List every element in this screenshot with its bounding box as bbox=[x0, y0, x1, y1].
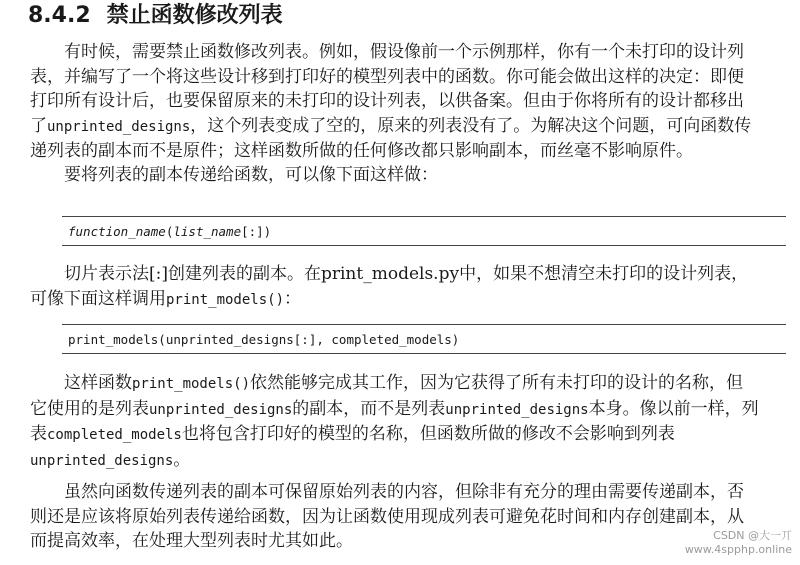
text-run: 可像下面这样调用 bbox=[30, 288, 166, 309]
code-function-name: function_name bbox=[68, 223, 166, 239]
paragraph-line: 有时候，需要禁止函数修改列表。例如，假设像前一个示例那样，你有一个未打印的设计列 bbox=[64, 42, 744, 62]
paragraph-1 bbox=[30, 40, 790, 164]
watermark bbox=[685, 529, 792, 557]
text-run: 的副本，而不是列表 bbox=[292, 398, 446, 419]
section-title: 禁止函数修改列表 bbox=[106, 3, 283, 28]
watermark-line: www.4spphp.online bbox=[684, 543, 792, 556]
text-run: ： bbox=[284, 288, 302, 309]
section-heading bbox=[28, 2, 283, 30]
text-run: 依然能够完成其工作，因为它获得了所有未打印的设计的名称，但 bbox=[250, 373, 744, 393]
text-run: 。 bbox=[173, 449, 191, 470]
inline-code: unprinted_designs bbox=[30, 452, 174, 469]
paragraph-line bbox=[30, 114, 790, 140]
text-run: 表 bbox=[30, 424, 47, 444]
section-number: 8.4.2 bbox=[28, 3, 91, 28]
paragraph-line: 虽然向函数传递列表的副本可保留原始列表的内容，但除非有充分的理由需要传递副本，否 bbox=[64, 482, 744, 502]
text-run: ，这个列表变成了空的，原来的列表没有了。为解决这个问题，可向函数传 bbox=[190, 115, 752, 136]
paragraph-line: 递列表的副本而不是原件；这样函数所做的任何修改都只影响副本，而丝毫不影响原件。 bbox=[30, 141, 693, 161]
inline-code: unprinted_designs bbox=[149, 401, 293, 418]
text-run: 也将包含打印好的模型的名称，但函数所做的修改不会影响到列表 bbox=[181, 424, 675, 444]
paragraph-line bbox=[30, 397, 790, 423]
paragraph-line: 表，并编写了一个将这些设计移到打印好的模型列表中的函数。你可能会做出这样的决定：即便 bbox=[30, 66, 744, 87]
paragraph-line: 而提高效率，在处理大型列表时尤其如此。 bbox=[30, 531, 353, 551]
paragraph-3 bbox=[30, 262, 790, 312]
code-slice: [:]) bbox=[241, 223, 272, 239]
inline-code: completed_models bbox=[47, 427, 182, 443]
text-run: 了 bbox=[30, 115, 47, 136]
code-line: print_models(unprinted_designs[:], completed_models) bbox=[68, 331, 460, 347]
paragraph-line bbox=[30, 371, 790, 397]
text-run: 本身。像以前一样，列 bbox=[588, 398, 759, 419]
inline-code: unprinted_designs bbox=[47, 118, 191, 135]
paragraph-4 bbox=[30, 371, 790, 473]
paragraph-2 bbox=[30, 163, 790, 188]
inline-code: unprinted_designs bbox=[445, 401, 589, 418]
watermark-line: CSDN @大一丌 bbox=[713, 529, 792, 542]
paragraph-line: 切片表示法[:]创建列表的副本。在print_models.py中，如果不想清空未打印的设计列表， bbox=[64, 264, 749, 284]
code-block-function-call bbox=[62, 216, 786, 246]
paragraph-5 bbox=[30, 480, 790, 554]
paragraph-line: 则还是应该将原始列表传递给函数，因为让函数使用现成列表可避免花时间和内存创建副本，从 bbox=[30, 506, 744, 527]
paragraph-line bbox=[30, 448, 790, 474]
paragraph-line: 要将列表的副本传递给函数，可以像下面这样做： bbox=[64, 165, 438, 185]
paragraph-line bbox=[30, 422, 790, 448]
code-argument: list_name bbox=[173, 223, 242, 239]
text-run: 它使用的是列表 bbox=[30, 398, 149, 419]
inline-code: print_models() bbox=[132, 376, 251, 392]
code-paren: ( bbox=[165, 223, 174, 239]
paragraph-line: 打印所有设计后，也要保留原来的未打印的设计列表，以供备案。但由于你将所有的设计都移出 bbox=[30, 91, 744, 111]
text-run: 这样函数 bbox=[64, 373, 132, 393]
code-block-print-models bbox=[62, 324, 786, 354]
inline-code: print_models() bbox=[166, 291, 285, 308]
paragraph-line bbox=[30, 287, 790, 313]
